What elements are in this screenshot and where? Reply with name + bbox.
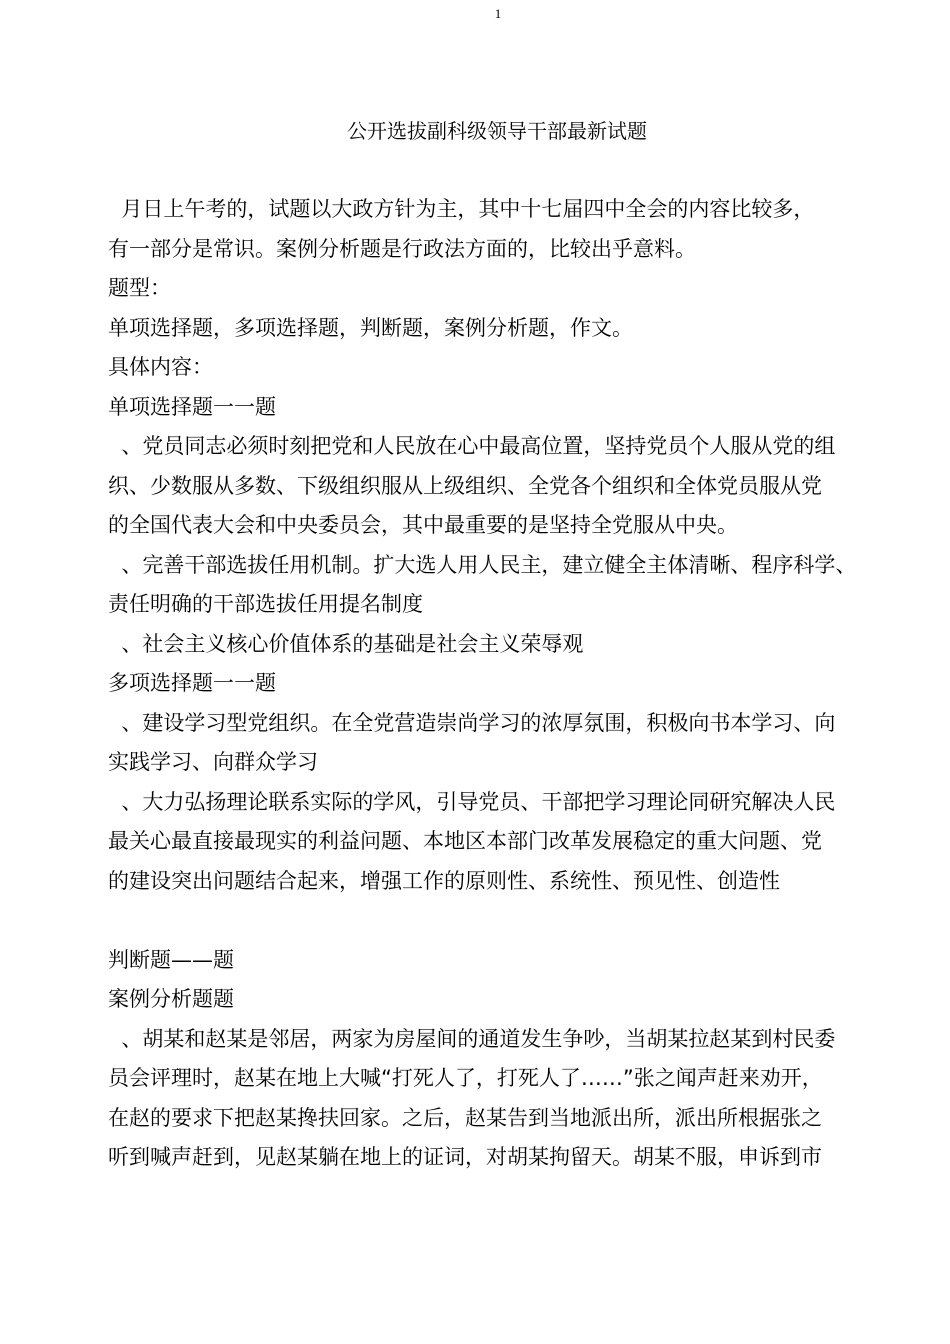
page-number: 1 [494, 6, 502, 21]
text-line: 的全国代表大会和中央委员会，其中最重要的是坚持全党服从中央。 [108, 513, 738, 537]
text-line: 责任明确的干部选拔任用提名制度 [108, 592, 423, 616]
text-line: 单项选择题，多项选择题，判断题，案例分析题，作文。 [108, 315, 633, 340]
text-line: 案例分析题题 [108, 987, 234, 1011]
document-title: 公开选拔副科级领导干部最新试题 [347, 119, 647, 143]
text-line: 实践学习、向群众学习 [108, 750, 318, 774]
text-line: 的建设突出问题结合起来，增强工作的原则性、系统性、预见性、创造性 [108, 868, 780, 893]
text-line: 员会评理时，赵某在地上大喊“打死人了，打死人了……”张之闻声赶来劝开， [108, 1066, 823, 1090]
text-line: 、大力弘扬理论联系实际的学风，引导党员、干部把学习理论同研究解决人民 [108, 789, 836, 814]
document-body [108, 190, 938, 1178]
text-line: 织、少数服从多数、下级组织服从上级组织、全党各个组织和全体党员服从党 [108, 473, 822, 498]
text-line: 、完善干部选拔任用机制。扩大选人用人民主，建立健全主体清晰、程序科学、 [108, 552, 857, 577]
text-line: 最关心最直接最现实的利益问题、本地区本部门改革发展稳定的重大问题、党 [108, 829, 822, 853]
text-line: 、建设学习型党组织。在全党营造崇尚学习的浓厚氛围，积极向书本学习、向 [108, 710, 836, 735]
text-line: 听到喊声赶到，见赵某躺在地上的证词，对胡某拘留天。胡某不服，申诉到市 [108, 1145, 822, 1169]
text-line: 判断题——题 [108, 947, 234, 972]
text-line: 、社会主义核心价值体系的基础是社会主义荣辱观 [108, 631, 584, 656]
text-line: 具体内容： [108, 355, 213, 379]
text-line: 单项选择题一一题 [108, 394, 276, 419]
text-line: 月日上午考的，试题以大政方针为主，其中十七届四中全会的内容比较多， [108, 197, 815, 221]
text-line: 在赵的要求下把赵某搀扶回家。之后，赵某告到当地派出所，派出所根据张之 [108, 1105, 822, 1130]
blank-line [108, 901, 938, 941]
text-line: 有一部分是常识。案例分析题是行政法方面的，比较出乎意料。 [108, 236, 696, 261]
text-line: 、党员同志必须时刻把党和人民放在心中最高位置，坚持党员个人服从党的组 [108, 434, 836, 458]
text-line: 题型： [108, 276, 171, 300]
text-line: 、胡某和赵某是邻居，两家为房屋间的通道发生争吵，当胡某拉赵某到村民委 [108, 1026, 836, 1051]
text-line: 多项选择题一一题 [108, 671, 276, 695]
